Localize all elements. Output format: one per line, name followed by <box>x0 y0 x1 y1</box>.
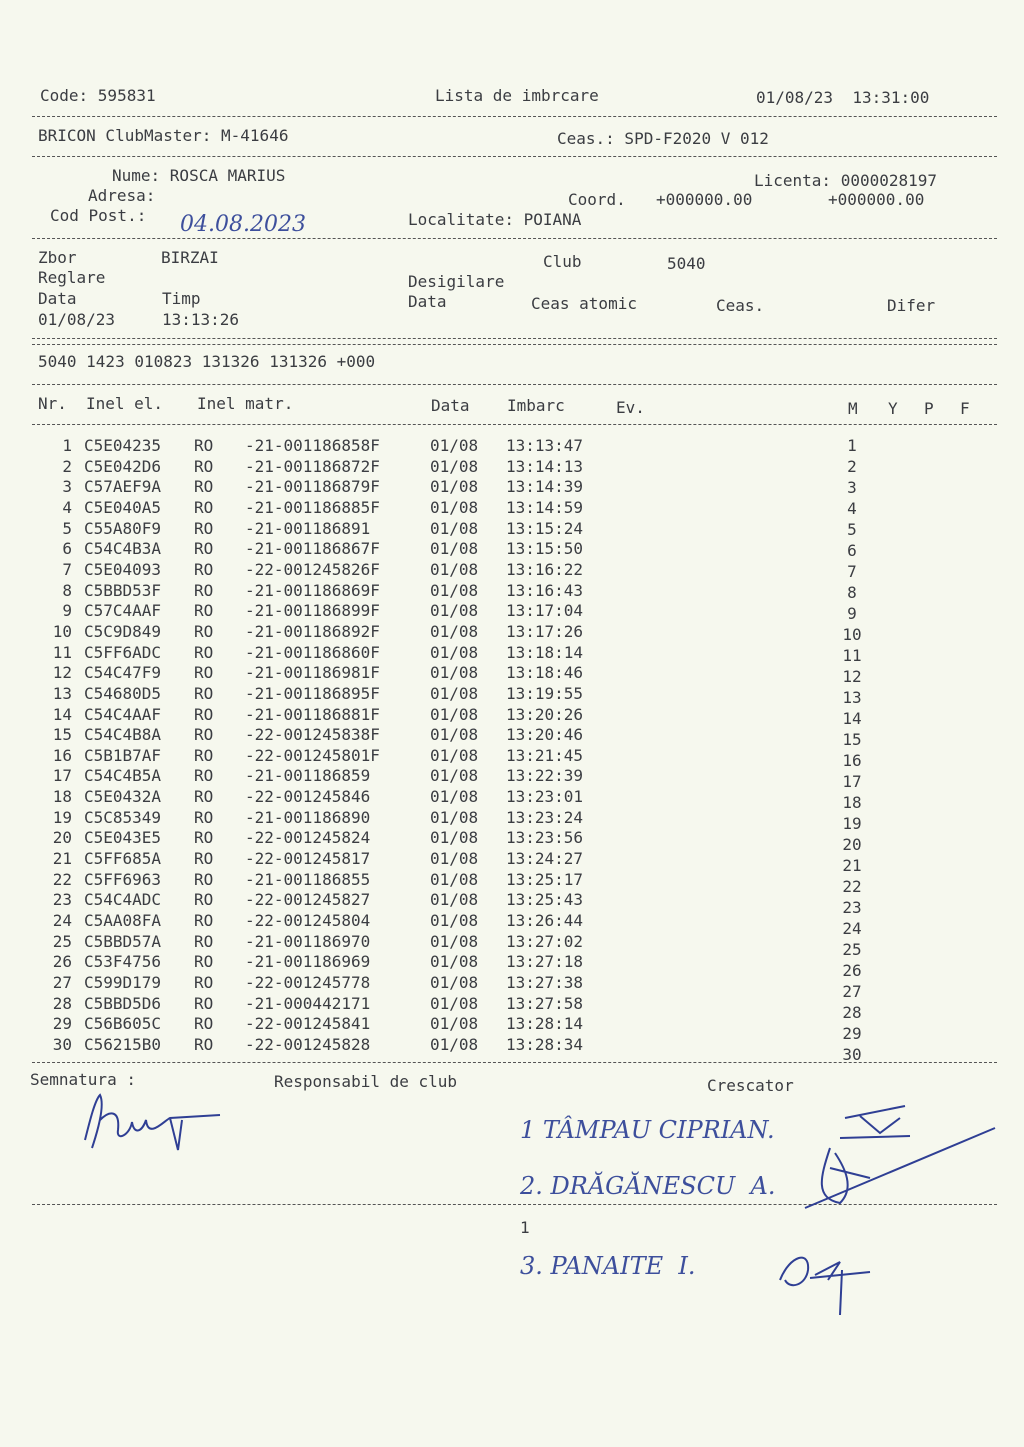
code-label: Code: 595831 <box>40 86 156 105</box>
country-code: RO <box>194 601 214 621</box>
registration-ring: -21-001186970 <box>245 931 371 951</box>
table-row <box>0 519 1024 540</box>
electronic-ring: C5AA08FA <box>84 911 162 930</box>
registration-ring: -21-001186858F <box>245 436 380 455</box>
country-code: RO <box>194 436 214 455</box>
table-row <box>0 457 1024 478</box>
country-code: RO <box>194 745 214 765</box>
basketing-time: 13:15:50 <box>506 539 584 559</box>
electronic-ring: C5BBD57A <box>84 931 162 951</box>
divider <box>32 338 997 339</box>
row-number: 15 <box>52 725 72 745</box>
registration-ring: -22-001245828 <box>245 1034 371 1054</box>
basketing-time: 13:14:13 <box>506 456 584 476</box>
table-row <box>0 622 1024 643</box>
basketing-date: 01/08 <box>430 621 479 641</box>
country-code: RO <box>194 828 214 848</box>
basketing-date: 01/08 <box>430 972 479 992</box>
electronic-ring: C57AEF9A <box>84 477 162 497</box>
country-code: RO <box>194 559 214 579</box>
registration-ring: -22-001245841 <box>245 1014 371 1034</box>
country-code: RO <box>194 766 214 786</box>
clubmaster-label: BRICON ClubMaster: M-41646 <box>38 126 289 145</box>
marking-m: 4 <box>847 498 857 518</box>
table-row <box>0 539 1024 560</box>
marking-m: 28 <box>842 1002 862 1022</box>
electronic-ring: C54680D5 <box>84 683 162 703</box>
table-row <box>0 1034 1024 1064</box>
marking-m: 9 <box>847 603 857 623</box>
registration-ring: -22-001245778 <box>245 972 371 992</box>
marking-m: 17 <box>842 771 862 791</box>
country-code: RO <box>194 952 214 972</box>
row-number: 30 <box>52 1034 72 1054</box>
country-code: RO <box>194 621 214 641</box>
basketing-time: 13:14:59 <box>506 497 584 517</box>
marking-m: 20 <box>842 834 862 854</box>
registration-ring: -21-001186859 <box>245 766 371 786</box>
basketing-time: 13:13:47 <box>506 436 584 455</box>
row-number: 29 <box>52 1014 72 1034</box>
table-row <box>0 725 1024 749</box>
basketing-date: 01/08 <box>430 869 479 889</box>
electronic-ring: C54C47F9 <box>84 663 162 683</box>
code-line: 5040 1423 010823 131326 131326 +000 <box>38 352 376 371</box>
table-row <box>0 972 1024 1001</box>
col-m: M <box>848 399 858 418</box>
row-number: 11 <box>52 642 72 662</box>
basketing-date: 01/08 <box>430 890 479 910</box>
table-row <box>0 581 1024 602</box>
basketing-time: 13:22:39 <box>506 766 584 786</box>
basketing-time: 13:19:55 <box>506 683 584 703</box>
country-code: RO <box>194 642 214 662</box>
reglare-timp-label: Timp <box>162 289 201 308</box>
marking-m: 23 <box>842 897 862 917</box>
row-number: 4 <box>62 497 72 517</box>
row-number: 27 <box>52 972 72 992</box>
divider <box>32 384 997 385</box>
electronic-ring: C5FF685A <box>84 849 162 868</box>
basketing-date: 01/08 <box>430 456 479 476</box>
basketing-date: 01/08 <box>430 1034 479 1054</box>
row-number: 13 <box>52 683 72 703</box>
electronic-ring: C54C4AAF <box>84 704 162 724</box>
basketing-time: 13:18:14 <box>506 642 584 662</box>
semnatura-label: Semnatura : <box>30 1070 136 1089</box>
marking-m: 16 <box>842 751 862 771</box>
table-row <box>0 952 1024 981</box>
registration-ring: -21-001186890 <box>245 807 371 827</box>
electronic-ring: C5FF6ADC <box>84 642 162 662</box>
row-number: 1 <box>62 436 72 455</box>
table-row <box>0 828 1024 854</box>
basketing-time: 13:23:56 <box>506 828 584 848</box>
localitate-field: Localitate: POIANA <box>408 210 582 229</box>
ceas-atomic-label: Ceas atomic <box>531 294 637 313</box>
registration-ring: -22-001245817 <box>245 849 371 868</box>
row-number: 7 <box>62 559 72 579</box>
electronic-ring: C5E042D6 <box>84 456 162 476</box>
table-row <box>0 807 1024 833</box>
table-row <box>0 911 1024 938</box>
electronic-ring: C56215B0 <box>84 1034 162 1054</box>
marking-m: 5 <box>847 519 857 539</box>
registration-ring: -22-001245838F <box>245 725 380 745</box>
basketing-time: 13:26:44 <box>506 911 584 930</box>
electronic-ring: C5BBD5D6 <box>84 993 162 1013</box>
desigilare-label: Desigilare <box>408 272 505 291</box>
basketing-date: 01/08 <box>430 539 479 559</box>
country-code: RO <box>194 497 214 517</box>
row-number: 8 <box>62 580 72 600</box>
divider <box>32 1062 997 1063</box>
country-code: RO <box>194 972 214 992</box>
row-number: 22 <box>52 869 72 889</box>
reglare-data-label: Data <box>38 289 77 308</box>
marking-m: 3 <box>847 477 857 497</box>
electronic-ring: C5E043E5 <box>84 828 162 848</box>
zbor-value: BIRZAI <box>161 248 219 267</box>
row-number: 14 <box>52 704 72 724</box>
marking-m: 10 <box>842 624 862 644</box>
registration-ring: -21-001186892F <box>245 621 380 641</box>
marking-m: 24 <box>842 919 862 938</box>
country-code: RO <box>194 993 214 1013</box>
basketing-date: 01/08 <box>430 477 479 497</box>
table-row <box>0 766 1024 791</box>
country-code: RO <box>194 1034 214 1054</box>
reglare-time-value: 13:13:26 <box>162 310 240 329</box>
table-row <box>0 745 1024 771</box>
registration-ring: -22-001245846 <box>245 787 371 806</box>
table-row <box>0 498 1024 519</box>
basketing-time: 13:25:17 <box>506 869 584 889</box>
basketing-time: 13:17:26 <box>506 621 584 641</box>
club-label: Club <box>543 252 582 271</box>
marking-m: 29 <box>842 1023 862 1043</box>
registration-ring: -21-001186872F <box>245 456 380 476</box>
table-row <box>0 436 1024 457</box>
marking-m: 13 <box>842 687 862 707</box>
basketing-date: 01/08 <box>430 642 479 662</box>
basketing-date: 01/08 <box>430 828 479 848</box>
electronic-ring: C54C4B3A <box>84 539 162 559</box>
zbor-label: Zbor <box>38 248 77 267</box>
col-f: F <box>960 399 970 418</box>
basketing-date: 01/08 <box>430 952 479 972</box>
electronic-ring: C55A80F9 <box>84 518 162 538</box>
country-code: RO <box>194 704 214 724</box>
country-code: RO <box>194 539 214 559</box>
row-number: 18 <box>52 787 72 806</box>
marking-m: 2 <box>847 456 857 476</box>
coord-label: Coord. <box>568 190 626 209</box>
reglare-label: Reglare <box>38 268 106 287</box>
table-row <box>0 477 1024 498</box>
marking-m: 21 <box>842 856 862 875</box>
electronic-ring: C53F4756 <box>84 952 162 972</box>
registration-ring: -22-001245826F <box>245 559 380 579</box>
basketing-time: 13:16:22 <box>506 559 584 579</box>
basketing-date: 01/08 <box>430 993 479 1013</box>
row-number: 23 <box>52 890 72 910</box>
registration-ring: -21-001186885F <box>245 497 380 517</box>
row-number: 26 <box>52 952 72 972</box>
electronic-ring: C54C4B8A <box>84 725 162 745</box>
basketing-date: 01/08 <box>430 704 479 724</box>
divider <box>32 424 997 425</box>
basketing-time: 13:18:46 <box>506 663 584 683</box>
marking-m: 12 <box>842 666 862 686</box>
table-row <box>0 993 1024 1022</box>
table-row <box>0 890 1024 917</box>
basketing-time: 13:20:26 <box>506 704 584 724</box>
country-code: RO <box>194 931 214 951</box>
ceas-col-label: Ceas. <box>716 296 765 315</box>
row-number: 24 <box>52 911 72 930</box>
row-number: 17 <box>52 766 72 786</box>
desigilare-data-label: Data <box>408 292 447 311</box>
basketing-date: 01/08 <box>430 559 479 579</box>
electronic-ring: C5E04235 <box>84 436 162 455</box>
country-code: RO <box>194 477 214 497</box>
signature-club-responsible <box>70 1090 230 1160</box>
marking-m: 25 <box>842 939 862 959</box>
table-row <box>0 1014 1024 1043</box>
marking-m: 14 <box>842 709 862 728</box>
country-code: RO <box>194 807 214 827</box>
registration-ring: -21-001186891 <box>245 518 371 538</box>
table-row <box>0 643 1024 664</box>
registration-ring: -21-001186981F <box>245 663 380 683</box>
marking-m: 1 <box>847 436 857 455</box>
electronic-ring: C56B605C <box>84 1014 162 1034</box>
registration-ring: -21-001186969 <box>245 952 371 972</box>
registration-ring: -22-001245804 <box>245 911 371 930</box>
basketing-time: 13:20:46 <box>506 725 584 745</box>
licenta-field: Licenta: 0000028197 <box>754 171 938 190</box>
basketing-time: 13:28:14 <box>506 1014 584 1034</box>
country-code: RO <box>194 869 214 889</box>
basketing-time: 13:27:38 <box>506 972 584 992</box>
col-data: Data <box>431 396 470 415</box>
col-ev: Ev. <box>616 398 645 417</box>
row-number: 12 <box>52 663 72 683</box>
marking-m: 30 <box>842 1044 862 1064</box>
col-nr: Nr. <box>38 394 67 413</box>
coord-x-value: +000000.00 <box>656 190 753 209</box>
marking-m: 7 <box>847 561 857 581</box>
table-row <box>0 849 1024 875</box>
divider <box>32 344 997 345</box>
registration-ring: -21-001186867F <box>245 539 380 559</box>
country-code: RO <box>194 787 214 806</box>
coord-y-value: +000000.00 <box>828 190 925 209</box>
marking-m: 15 <box>842 729 862 749</box>
country-code: RO <box>194 1014 214 1034</box>
registration-ring: -21-001186879F <box>245 477 380 497</box>
cod-post-label: Cod Post.: <box>50 206 147 225</box>
divider <box>32 156 997 157</box>
reglare-date-value: 01/08/23 <box>38 310 116 329</box>
col-p: P <box>924 399 934 418</box>
basketing-date: 01/08 <box>430 663 479 683</box>
marking-m: 18 <box>842 792 862 812</box>
marking-m: 19 <box>842 813 862 833</box>
marking-m: 26 <box>842 961 862 981</box>
electronic-ring: C5E04093 <box>84 559 162 579</box>
basketing-time: 13:24:27 <box>506 849 584 868</box>
electronic-ring: C599D179 <box>84 972 162 992</box>
basketing-date: 01/08 <box>430 683 479 703</box>
table-row <box>0 663 1024 684</box>
electronic-ring: C54C4ADC <box>84 890 162 910</box>
marking-m: 11 <box>842 646 862 665</box>
signature-breeder-1-2 <box>800 1098 1000 1218</box>
handwritten-name-1: 1 TÂMPAU CIPRIAN. <box>520 1116 775 1144</box>
row-number: 6 <box>62 539 72 559</box>
row-number: 2 <box>62 456 72 476</box>
registration-ring: -22-001245801F <box>245 745 380 765</box>
basketing-date: 01/08 <box>430 436 479 455</box>
basketing-time: 13:27:02 <box>506 931 584 951</box>
row-number: 28 <box>52 993 72 1013</box>
country-code: RO <box>194 849 214 868</box>
electronic-ring: C5B1B7AF <box>84 745 162 765</box>
col-inel-el: Inel el. <box>86 394 164 413</box>
crescator-label: Crescator <box>707 1076 794 1095</box>
basketing-time: 13:17:04 <box>506 601 584 621</box>
registration-ring: -21-001186881F <box>245 704 380 724</box>
basketing-time: 13:25:43 <box>506 890 584 910</box>
registration-ring: -22-001245824 <box>245 828 371 848</box>
basketing-date: 01/08 <box>430 518 479 538</box>
document-title: Lista de imbrcare <box>435 86 599 105</box>
registration-ring: -21-001186860F <box>245 642 380 662</box>
ceas-label: Ceas.: SPD-F2020 V 012 <box>557 129 769 148</box>
marking-m: 6 <box>847 541 857 561</box>
registration-ring: -21-001186869F <box>245 580 380 600</box>
registration-ring: -22-001245827 <box>245 890 371 910</box>
adresa-label: Adresa: <box>88 186 156 205</box>
basketing-date: 01/08 <box>430 911 479 930</box>
basketing-time: 13:27:58 <box>506 993 584 1013</box>
basketing-date: 01/08 <box>430 497 479 517</box>
divider <box>32 116 997 117</box>
signature-breeder-3 <box>770 1250 880 1320</box>
basketing-time: 13:16:43 <box>506 580 584 600</box>
basketing-date: 01/08 <box>430 725 479 745</box>
basketing-date: 01/08 <box>430 1014 479 1034</box>
basketing-date: 01/08 <box>430 807 479 827</box>
country-code: RO <box>194 890 214 910</box>
row-number: 25 <box>52 931 72 951</box>
handwritten-name-2: 2. DRĂGĂNESCU A. <box>520 1172 776 1200</box>
table-row <box>0 684 1024 705</box>
registration-ring: -21-000442171 <box>245 993 371 1013</box>
country-code: RO <box>194 456 214 476</box>
registration-ring: -21-001186899F <box>245 601 380 621</box>
row-number: 10 <box>52 621 72 641</box>
basketing-time: 13:23:01 <box>506 787 584 806</box>
basketing-date: 01/08 <box>430 787 479 806</box>
row-number: 9 <box>62 601 72 621</box>
divider <box>32 238 997 239</box>
handwritten-name-3: 3. PANAITE I. <box>520 1252 696 1280</box>
responsabil-label: Responsabil de club <box>274 1072 458 1091</box>
table-row <box>0 601 1024 622</box>
row-number: 20 <box>52 828 72 848</box>
basketing-time: 13:21:45 <box>506 745 584 765</box>
electronic-ring: C54C4B5A <box>84 766 162 786</box>
print-datetime: 01/08/23 13:31:00 <box>756 88 930 107</box>
country-code: RO <box>194 580 214 600</box>
difer-label: Difer <box>887 296 936 315</box>
marking-m: 22 <box>842 876 862 896</box>
electronic-ring: C5E0432A <box>84 787 162 806</box>
col-inel-matr: Inel matr. <box>197 394 294 413</box>
country-code: RO <box>194 683 214 703</box>
basketing-date: 01/08 <box>430 849 479 868</box>
basketing-time: 13:15:24 <box>506 518 584 538</box>
country-code: RO <box>194 725 214 745</box>
registration-ring: -21-001186855 <box>245 869 371 889</box>
table-row <box>0 931 1024 959</box>
table-row <box>0 560 1024 581</box>
basketing-date: 01/08 <box>430 580 479 600</box>
table-row <box>0 869 1024 896</box>
electronic-ring: C57C4AAF <box>84 601 162 621</box>
row-number: 19 <box>52 807 72 827</box>
nume-field: Nume: ROSCA MARIUS <box>112 166 286 185</box>
electronic-ring: C5E040A5 <box>84 497 162 517</box>
basketing-date: 01/08 <box>430 745 479 765</box>
electronic-ring: C5BBD53F <box>84 580 162 600</box>
table-row <box>0 787 1024 812</box>
country-code: RO <box>194 663 214 683</box>
basketing-time: 13:14:39 <box>506 477 584 497</box>
row-number: 5 <box>62 518 72 538</box>
country-code: RO <box>194 518 214 538</box>
electronic-ring: C5C85349 <box>84 807 162 827</box>
electronic-ring: C5C9D849 <box>84 621 162 641</box>
registration-ring: -21-001186895F <box>245 683 380 703</box>
col-y: Y <box>888 399 898 418</box>
row-number: 21 <box>52 849 72 868</box>
marking-m: 27 <box>842 981 862 1001</box>
club-value: 5040 <box>667 254 706 273</box>
basketing-time: 13:28:34 <box>506 1034 584 1054</box>
col-imbarc: Imbarc <box>507 396 565 415</box>
basketing-time: 13:23:24 <box>506 807 584 827</box>
marking-m: 8 <box>847 582 857 602</box>
country-code: RO <box>194 911 214 930</box>
basketing-date: 01/08 <box>430 601 479 621</box>
electronic-ring: C5FF6963 <box>84 869 162 889</box>
row-number: 3 <box>62 477 72 497</box>
basketing-date: 01/08 <box>430 766 479 786</box>
basketing-time: 13:27:18 <box>506 952 584 972</box>
table-row <box>0 705 1024 726</box>
page-number: 1 <box>520 1218 530 1237</box>
basketing-date: 01/08 <box>430 931 479 951</box>
handwritten-date: 04.08.2023 <box>180 212 306 237</box>
row-number: 16 <box>52 745 72 765</box>
